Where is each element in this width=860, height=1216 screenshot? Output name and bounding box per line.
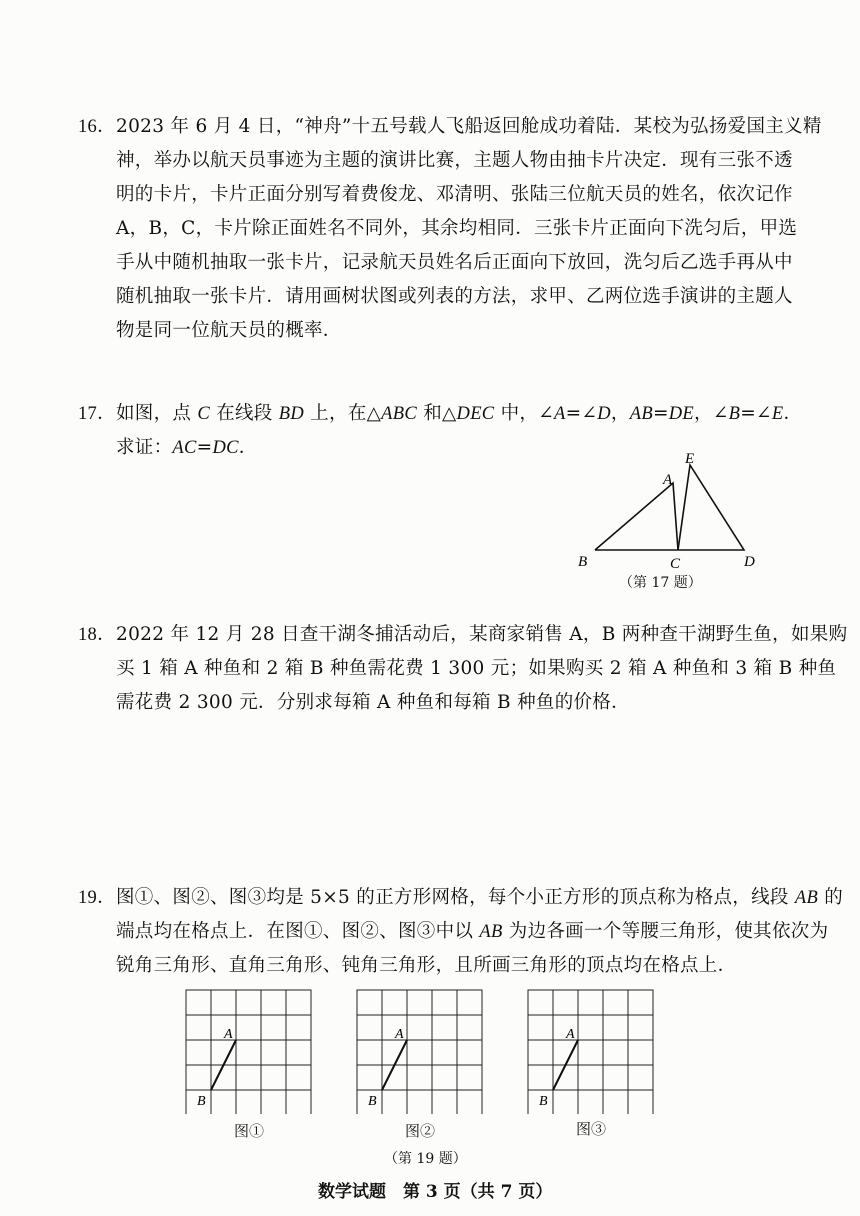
question-text-line: 2022 年 12 月 28 日查干湖冬捕活动后，某商家销售 A，B 两种查干湖野生鱼，如果购 [116, 624, 848, 645]
math-symbol: AB [479, 922, 503, 942]
text-segment: =∠ [565, 403, 598, 424]
triangle-figure [560, 445, 790, 575]
question-text-line: 神，举办以航天员事迹为主题的演讲比赛，主题人物由抽卡片决定．现有三张不透 [116, 150, 793, 171]
math-symbol: B [728, 404, 741, 424]
question-text-line: 随机抽取一张卡片．请用画树状图或列表的方法，求甲、乙两位选手演讲的主题人 [116, 286, 793, 307]
question-text-line: 买 1 箱 A 种鱼和 2 箱 B 种鱼需花费 1 300 元；如果购买 2 箱 A 种鱼和 3 箱 B 种鱼 [116, 658, 837, 679]
point-label-a: A [663, 472, 673, 488]
math-symbol: DEC [456, 404, 495, 424]
grid-caption: 图② [405, 1122, 436, 1140]
question-text-line: 物是同一位航天员的概率． [116, 320, 342, 341]
math-symbol: E [771, 404, 784, 424]
question-text-line: 明的卡片，卡片正面分别写着费俊龙、邓清明、张陆三位航天员的姓名，依次记作 [116, 184, 793, 205]
math-symbol: A [554, 404, 566, 424]
question-text-line: A，B，C，卡片除正面姓名不同外，其余均相同．三张卡片正面向下洗匀后，甲选 [116, 218, 798, 239]
text-segment: =∠ [740, 403, 772, 424]
math-symbol: AB [794, 888, 819, 908]
math-symbol: AB [629, 404, 653, 424]
text-segment: 在线段 [210, 403, 279, 424]
point-label-b: B [368, 1094, 377, 1109]
question-text-line [116, 399, 802, 425]
grid-caption: 图③ [576, 1120, 607, 1138]
question-text-line: 2023 年 6 月 4 日，“神舟”十五号载人飞船返回舱成功着陆．某校为弘扬爱国主义精 [116, 116, 822, 137]
point-label-e: E [685, 451, 695, 467]
text-segment: 上，在△ [304, 403, 382, 424]
question-text-line [116, 883, 843, 909]
question-text-line [116, 433, 258, 459]
point-label-a: A [224, 1027, 233, 1042]
question-text-line: 手从中随机抽取一张卡片，记录航天员姓名后正面向下放回，洗匀后乙选手再从中 [116, 252, 793, 273]
text-segment: 端点均在格点上．在图①、图②、图③中以 [116, 921, 480, 942]
math-symbol: D [597, 404, 611, 424]
question-text-line: 需花费 2 300 元．分别求每箱 A 种鱼和每箱 B 种鱼的价格． [116, 692, 630, 713]
point-label-c: C [670, 556, 681, 572]
text-segment: ． [783, 403, 803, 424]
math-symbol: C [197, 404, 211, 424]
grid-figure-1 [184, 988, 316, 1114]
text-segment: 如图，点 [116, 403, 198, 424]
figure-caption: （第 17 题） [619, 575, 702, 591]
point-label-b: B [539, 1094, 548, 1109]
math-symbol: DE [668, 404, 695, 424]
point-label-b: B [197, 1094, 206, 1109]
text-segment: = [196, 437, 213, 458]
figure-caption: （第 19 题） [384, 1151, 467, 1167]
text-segment: 图①、图②、图③均是 5×5 的正方形网格，每个小正方形的顶点称为格点，线段 [116, 887, 795, 908]
point-label-a: A [566, 1027, 575, 1042]
grid-caption: 图① [234, 1122, 265, 1140]
text-segment: 为边各画一个等腰三角形，使其依次为 [502, 921, 829, 942]
text-segment: ， [610, 403, 630, 424]
page-footer: 数学试题 第 3 页（共 7 页） [318, 1182, 553, 1202]
grid-figure-2 [355, 988, 487, 1114]
grid-figure-3 [526, 988, 658, 1114]
text-segment: 中，∠ [494, 403, 555, 424]
text-segment: 求证： [116, 437, 173, 458]
point-label-a: A [395, 1027, 404, 1042]
text-segment: ． [238, 437, 258, 458]
question-number: 16． [78, 117, 116, 137]
point-label-d: D [744, 554, 755, 570]
math-symbol: BD [278, 404, 305, 424]
point-label-b: B [578, 554, 588, 570]
question-text-line [116, 917, 828, 943]
math-symbol: DC [212, 438, 239, 458]
question-text-line: 锐角三角形、直角三角形、钝角三角形，且所画三角形的顶点均在格点上． [116, 955, 737, 976]
math-symbol: ABC [381, 404, 418, 424]
triangle-abc [595, 483, 678, 550]
text-segment: = [652, 403, 669, 424]
text-segment: 的 [818, 887, 844, 908]
text-segment: 和△ [417, 403, 457, 424]
math-symbol: AC [172, 438, 197, 458]
question-number: 18． [78, 625, 116, 645]
question-number: 17． [78, 404, 116, 424]
text-segment: ，∠ [694, 403, 729, 424]
question-number: 19． [78, 888, 116, 908]
